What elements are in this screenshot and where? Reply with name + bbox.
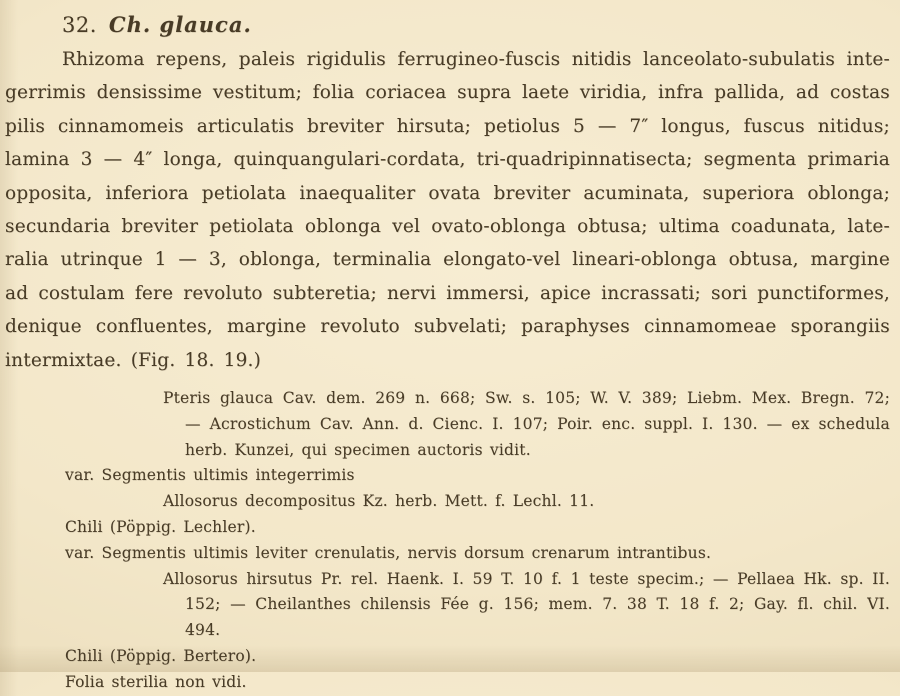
species-name: Ch. glauca. <box>108 12 252 37</box>
text-line: Chili (Pöppig. Bertero). <box>65 647 257 666</box>
text-line: ad costulam fere revoluto subteretia; nervi immersi, apice incrassati; sori punctiformes, <box>5 282 890 304</box>
text-line: opposita, inferiora petiolata inaequaliter ovata breviter acuminata, superiora oblonga; <box>5 182 890 204</box>
text-line: Allosorus hirsutus Pr. rel. Haenk. I. 59 T. 10 f. 1 teste specim.; — Pellaea Hk. sp. II. <box>163 569 890 588</box>
text-line: var. Segmentis ultimis integerrimis <box>65 466 355 485</box>
species-heading <box>62 7 890 43</box>
text-line: gerrimis densissime vestitum; folia coriacea supra laete viridia, infra pallida, ad costas <box>5 82 890 104</box>
text-line: secundaria breviter petiolata oblonga vel ovato-oblonga obtusa; ultima coadunata, late- <box>5 216 890 238</box>
text-line: intermixtae. (Fig. 18. 19.) <box>5 349 262 371</box>
text-line: pilis cinnamomeis articulatis breviter hirsuta; petiolus 5 — 7″ longus, fuscus nitidus; <box>5 115 890 137</box>
synonymy-references-block <box>5 386 890 696</box>
text-line: Folia sterilia non vidi. <box>65 672 247 691</box>
text-line: 152; — Cheilanthes chilensis Fée g. 156; mem. 7. 38 T. 18 f. 2; Gay. fl. chil. VI. 494. <box>185 595 890 640</box>
text-line: lamina 3 — 4″ longa, quinquangulari-cordata, tri-quadripinnatisecta; segmenta primaria <box>5 149 890 171</box>
text-line: Chili (Pöppig. Lechler). <box>65 518 256 537</box>
text-line: Rhizoma repens, paleis rigidulis ferrugineo-fuscis nitidis lanceolato-subulatis inte- <box>62 49 890 70</box>
text-line: Pteris glauca Cav. dem. 269 n. 668; Sw. s. 105; W. V. 389; Liebm. Mex. Bregn. 72; <box>163 389 890 408</box>
text-line: var. Segmentis ultimis leviter crenulatis, nervis dorsum crenarum intrantibus. <box>65 543 712 562</box>
text-line: Allosorus decompositus Kz. herb. Mett. f. Lechl. 11. <box>163 492 595 511</box>
text-line: — Acrostichum Cav. Ann. d. Cienc. I. 107; Poir. enc. suppl. I. 130. — ex schedula <box>185 414 890 433</box>
text-line: herb. Kunzei, qui specimen auctoris vidit. <box>185 440 531 459</box>
species-number: 32. <box>62 13 97 37</box>
text-line: ralia utrinque 1 — 3, oblonga, terminalia elongato-vel lineari-oblonga obtusa, margine <box>5 249 890 271</box>
species-description-paragraph <box>5 43 890 377</box>
text-line: denique confluentes, margine revoluto subvelati; paraphyses cinnamomeae sporangiis <box>5 316 890 338</box>
